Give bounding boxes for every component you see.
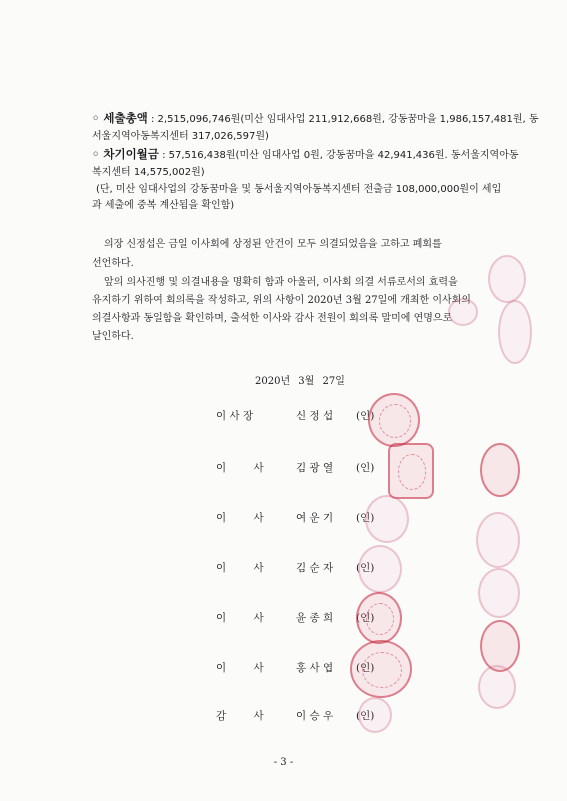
carryover-value: : 57,516,438원(미산 임대사업 0원, 강동꿈마을 42,941,436원. 동서울지역아동	[158, 150, 519, 161]
seal-inner-ring	[379, 404, 412, 438]
seal-stamp-image	[478, 665, 516, 709]
closing-line-2: 선언하다.	[92, 258, 134, 269]
seal-stamp-image	[358, 697, 392, 733]
seal-stamp-image	[365, 495, 409, 543]
signatory-row	[0, 708, 567, 728]
carryover-line-2: 복지센터 14,575,002원)	[92, 167, 205, 178]
note-line-1: (단, 미산 임대사업의 강동꿈마을 및 동서울지역아동복지센터 전출금 108,000,000원이 세입	[96, 184, 502, 195]
expenditure-total-value: : 2,515,096,746원(미산 임대사업 211,912,668원, 강동꿈마을 1,986,157,481원, 동	[147, 114, 539, 125]
closing-paragraph	[92, 235, 524, 273]
confirm-line-4: 날인하다.	[92, 331, 134, 342]
signatory-title: 이 사	[216, 562, 264, 574]
seal-stamp-image	[498, 300, 532, 364]
signatory-title: 이 사	[216, 662, 264, 674]
signatory-name: 김 순 자	[296, 562, 334, 574]
signatory-stamp-mark: (인)	[356, 662, 375, 674]
signatory-row	[0, 610, 567, 630]
confirm-line-3: 의결사항과 동일함을 확인하며, 출석한 이사와 감사 전원이 회의록 말미에 연명으로	[92, 313, 453, 324]
carryover-label: ◦ 차기이월금	[92, 147, 159, 161]
seal-stamp-image	[478, 568, 520, 618]
signatory-row	[0, 408, 567, 428]
seal-inner-ring	[398, 454, 427, 489]
seal-stamp-image	[476, 512, 520, 568]
seal-stamp-image	[480, 443, 520, 497]
signatory-stamp-mark: (인)	[356, 410, 375, 422]
signatory-name: 윤 종 희	[296, 612, 334, 624]
expenditure-total-line-2: 서울지역아동복지센터 317,026,597원)	[92, 131, 269, 142]
seal-stamp-image	[350, 640, 412, 698]
seal-stamp-image	[368, 393, 420, 447]
seal-inner-ring	[362, 652, 401, 689]
expenditure-total-label: ◦ 세출총액	[92, 111, 148, 125]
signatory-name: 여 운 기	[296, 512, 334, 524]
confirm-line-1: 앞의 의사진행 및 의결내용을 명확히 함과 아울러, 이사회 의결 서류로서의 효력을	[104, 277, 458, 288]
signatory-title: 감 사	[216, 710, 264, 722]
signatory-name: 홍 사 엽	[296, 662, 334, 674]
signatory-name: 이 승 우	[296, 710, 334, 722]
note-line-2: 과 세출에 중복 계산됨을 확인함)	[92, 200, 235, 211]
signatory-stamp-mark: (인)	[356, 710, 375, 722]
seal-stamp-image	[488, 255, 526, 303]
signatory-title: 이 사	[216, 462, 264, 474]
signatory-name: 김 광 열	[296, 462, 334, 474]
seal-stamp-image	[480, 620, 520, 672]
signatory-stamp-mark: (인)	[356, 562, 375, 574]
closing-line-1: 의장 신정섭은 금일 이사회에 상정된 안건이 모두 의결되었음을 고하고 폐회를	[104, 239, 442, 250]
carryover-line	[92, 146, 519, 162]
signatory-stamp-mark: (인)	[356, 612, 375, 624]
signatory-name: 신 정 섭	[296, 410, 334, 422]
signatory-title: 이 사	[216, 512, 264, 524]
signatory-title: 이 사 장	[216, 410, 254, 422]
meeting-date: 2020년 3월 27일	[255, 376, 345, 387]
page-number: - 3 -	[273, 757, 294, 768]
seal-inner-ring	[366, 603, 395, 636]
confirm-line-2: 유지하기 위하여 회의록을 작성하고, 위의 사항이 2020년 3월 27일에 개최한 이사회의	[92, 295, 471, 306]
expenditure-total-line	[92, 110, 539, 126]
seal-stamp-image	[358, 545, 402, 593]
signatory-stamp-mark: (인)	[356, 512, 375, 524]
signatory-stamp-mark: (인)	[356, 462, 375, 474]
signatory-title: 이 사	[216, 612, 264, 624]
seal-stamp-image	[388, 443, 434, 499]
seal-stamp-image	[448, 298, 478, 326]
seal-stamp-image	[356, 592, 402, 644]
